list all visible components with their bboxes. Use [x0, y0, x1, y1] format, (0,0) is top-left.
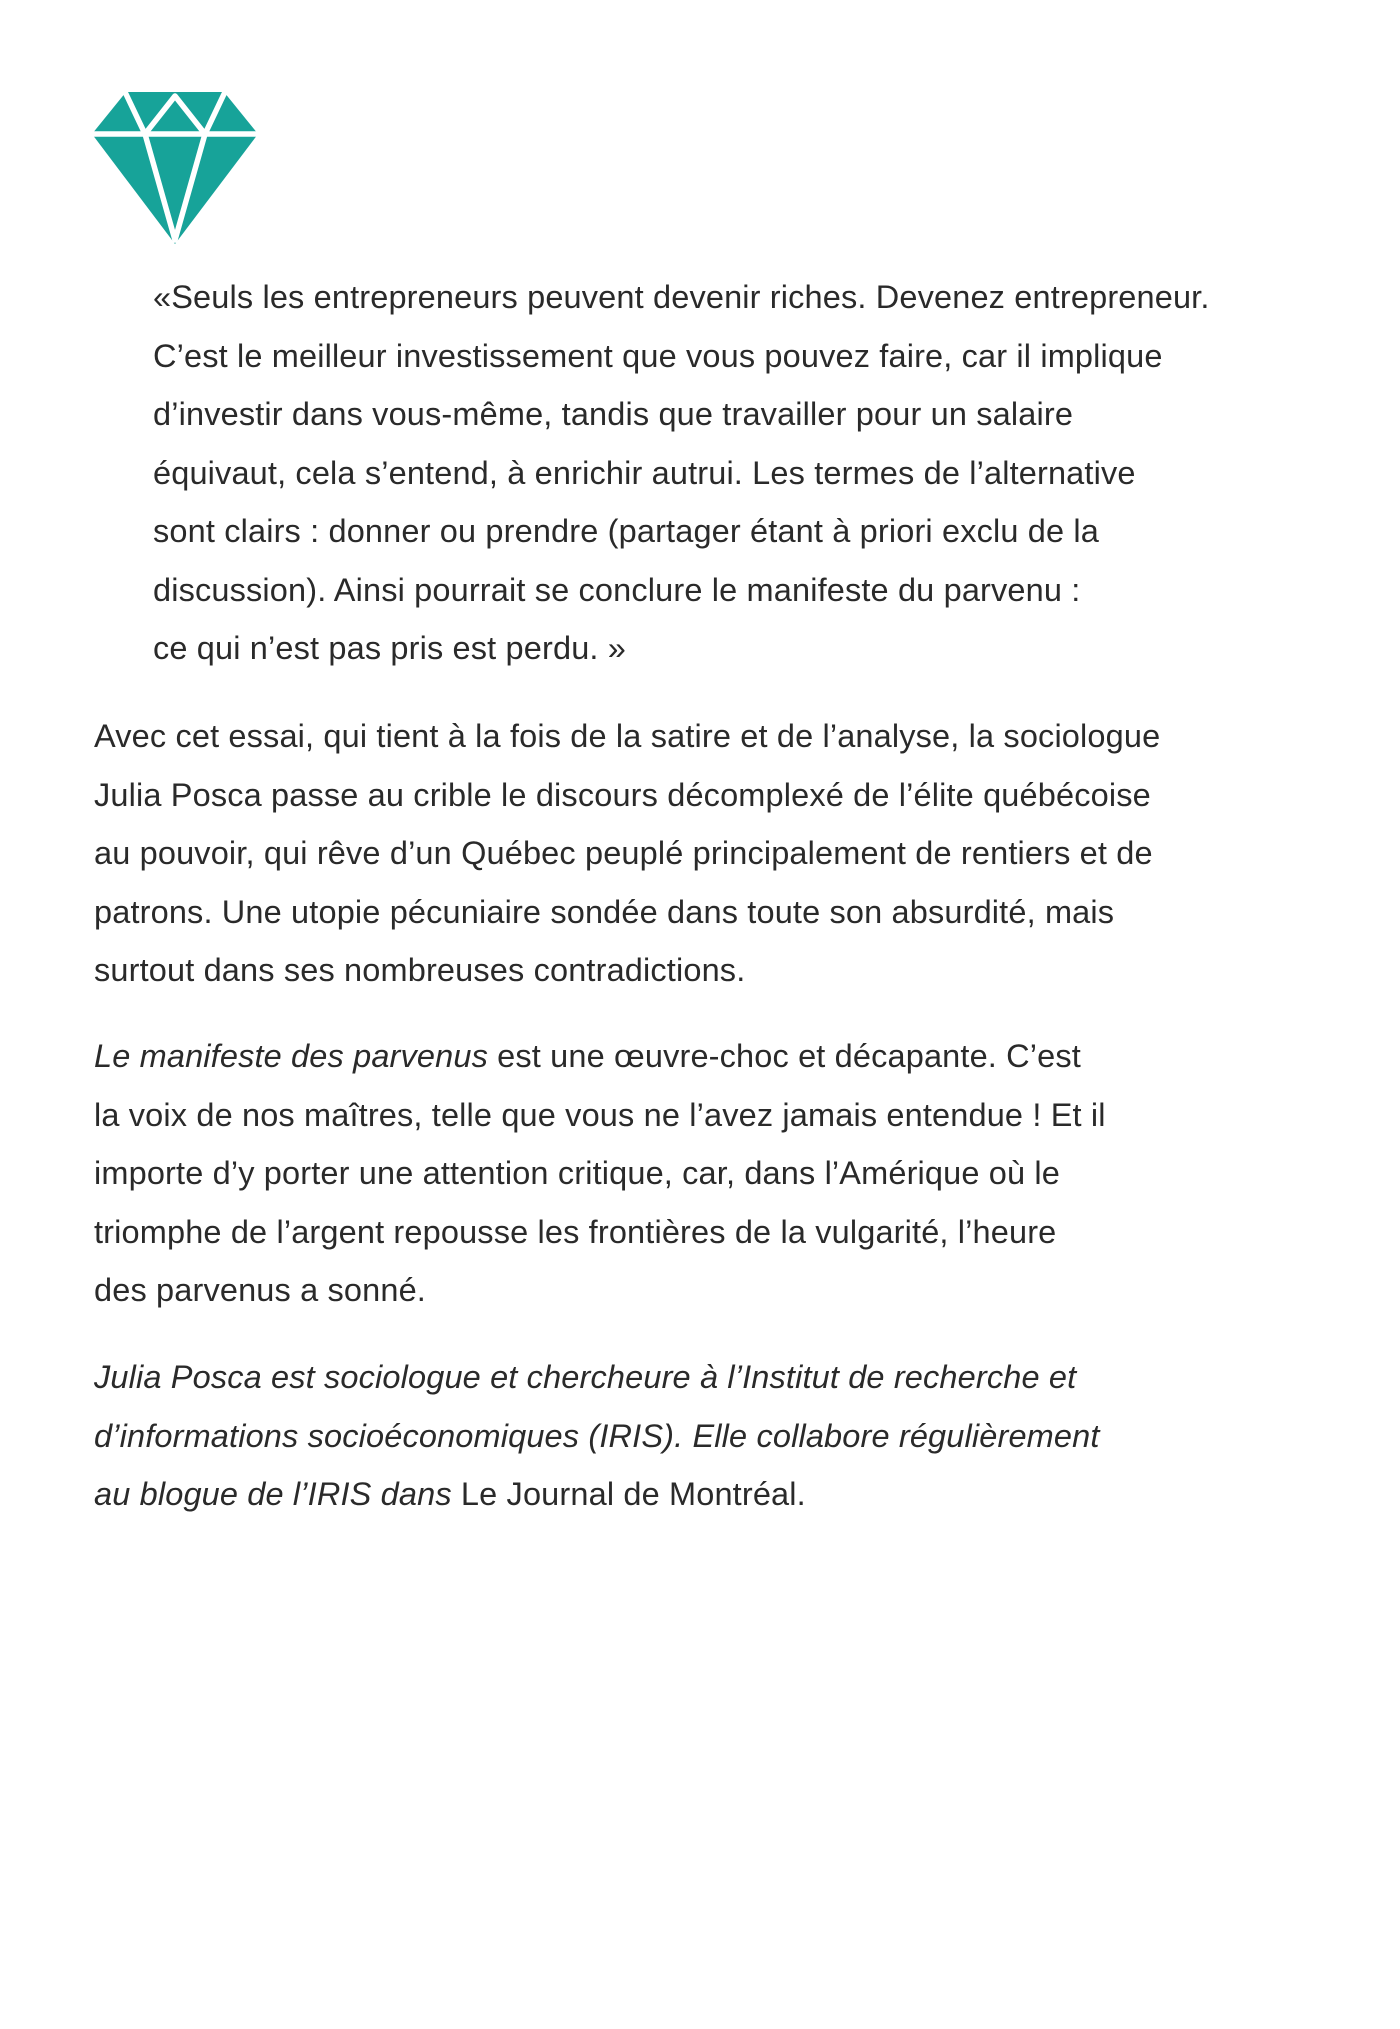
book-title: Le manifeste des parvenus — [94, 1038, 488, 1074]
pitch-line-rest: est une œuvre-choc et décapante. C’est — [488, 1038, 1081, 1074]
summary-line: Avec cet essai, qui tient à la fois de la satire et de l’analyse, la sociologue — [94, 718, 1161, 754]
bio-line-italic: au blogue de l’IRIS dans — [94, 1476, 461, 1512]
quote-line: d’investir dans vous-même, tandis que travailler pour un salaire — [153, 396, 1074, 432]
quote-line: ce qui n’est pas pris est perdu. » — [153, 630, 627, 666]
diamond-icon — [92, 92, 258, 244]
pitch-line: triomphe de l’argent repousse les frontières de la vulgarité, l’heure — [94, 1213, 1057, 1250]
quote-line: discussion). Ainsi pourrait se conclure le manifeste du parvenu : — [153, 571, 1081, 608]
newspaper-name: Le Journal de Montréal. — [460, 1476, 806, 1512]
bio-line — [94, 1465, 1324, 1524]
quote-line: équivaut, cela s’entend, à enrichir autrui. Les termes de l’alternative — [153, 454, 1136, 491]
pitch-line — [94, 1027, 1324, 1086]
summary-line: surtout dans ses nombreuses contradictions. — [94, 952, 746, 988]
quote-line: «Seuls les entrepreneurs peuvent devenir riches. Devenez entrepreneur. — [153, 279, 1210, 315]
author-bio — [94, 1348, 1324, 1524]
quote-line: sont clairs : donner ou prendre (partager étant à priori exclu de la — [153, 513, 1100, 549]
summary-line: Julia Posca passe au crible le discours décomplexé de l’élite québécoise — [94, 776, 1151, 813]
pitch-line: des parvenus a sonné. — [94, 1272, 426, 1308]
summary-paragraph — [94, 707, 1324, 1000]
summary-line: au pouvoir, qui rêve d’un Québec peuplé principalement de rentiers et de — [94, 835, 1153, 871]
pitch-paragraph — [94, 1027, 1324, 1320]
quote-line: C’est le meilleur investissement que vous pouvez faire, car il implique — [153, 337, 1163, 374]
pitch-line: importe d’y porter une attention critique, car, dans l’Amérique où le — [94, 1155, 1061, 1191]
bio-line: Julia Posca est sociologue et chercheure à l’Institut de recherche et — [94, 1359, 1077, 1395]
summary-line: patrons. Une utopie pécuniaire sondée dans toute son absurdité, mais — [94, 893, 1115, 930]
pitch-line: la voix de nos maîtres, telle que vous ne l’avez jamais entendue ! Et il — [94, 1096, 1106, 1133]
back-cover-quote — [153, 268, 1333, 678]
bio-line: d’informations socioéconomiques (IRIS). Elle collabore régulièrement — [94, 1417, 1100, 1454]
